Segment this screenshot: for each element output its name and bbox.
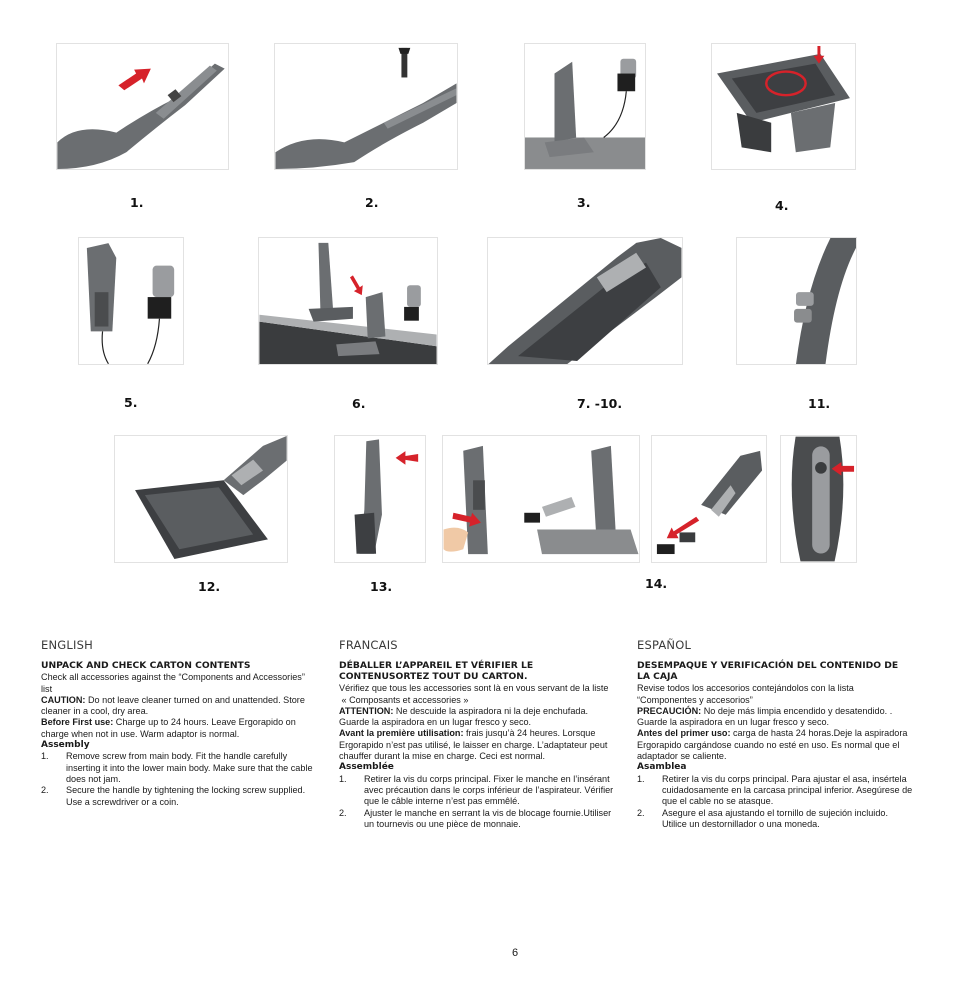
- caution-label: CAUTION:: [41, 694, 86, 705]
- step-label-2: 2.: [365, 195, 379, 210]
- figure-6: [258, 237, 438, 365]
- list-item: 1. Remove screw from main body. Fit the handle carefully inserting it into the lower main body. Make sure that the cable does not jam.: [41, 751, 313, 784]
- paragraph-first-use: [637, 728, 913, 762]
- caution-label: ATTENTION:: [339, 705, 394, 716]
- figure-7: [487, 237, 683, 365]
- placing-on-charger-illustration: [259, 238, 437, 364]
- release-button-illustration: [335, 436, 425, 562]
- red-arrow-icon: [350, 275, 363, 295]
- language-heading-espanol: ESPAÑOL: [637, 638, 692, 652]
- language-heading-english: ENGLISH: [41, 638, 93, 652]
- list-item: 2. Asegure el asa ajustando el tornillo de sujeción incluido. Utilice un destornillador o una moneda.: [637, 807, 888, 829]
- caution-text: Do not leave cleaner turned on and unattended. Store cleaner in a cool, dry area.: [41, 694, 305, 717]
- figure-5: [78, 237, 184, 365]
- section-heading: UNPACK AND CHECK CARTON CONTENTS: [41, 660, 251, 672]
- language-heading-francais: FRANCAIS: [339, 638, 398, 652]
- step-label-14: 14.: [645, 576, 668, 591]
- paragraph-caution: [637, 706, 913, 729]
- step-label-13: 13.: [370, 579, 393, 594]
- figure-14b: [651, 435, 767, 563]
- handle-buttons-illustration: [737, 238, 856, 364]
- charging-base-illustration: [525, 44, 645, 169]
- red-arrow-icon: [118, 69, 150, 91]
- figure-14c: [780, 435, 857, 563]
- figure-1: [56, 43, 229, 170]
- first-use-text: carga de hasta 24 horas.Deje la aspiradora Ergorapido cargándose cuando no esté en uso. Es normal que el adaptador se caliente.: [637, 728, 908, 762]
- figure-2: [274, 43, 458, 170]
- step-label-7-10: 7. -10.: [577, 396, 623, 411]
- first-use-text: Charge up to 24 hours. Leave Ergorapido on charge when not in use. Warm adaptor is normal.: [41, 717, 296, 739]
- list-item: 1. Retirer la vis du corps principal. Para ajustar el asa, insértela cuidadosamente en la carcasa principal inferior. Asegúrese de que el cable no se atasque.: [637, 773, 913, 807]
- brush-roll-illustration: [115, 436, 287, 562]
- step-label-4: 4.: [775, 198, 789, 213]
- figure-14a: [442, 435, 640, 563]
- figure-12: [114, 435, 288, 563]
- francais-column: [339, 640, 615, 830]
- wall-mount-illustration: [79, 238, 183, 364]
- list-item: 2. Ajuster le manche en serrant la vis de blocage fournie.Utiliser un tournevis ou une pièce de monnaie.: [339, 807, 612, 829]
- assembly-heading: Assemblée: [339, 762, 394, 773]
- paragraph-check: Vérifiez que tous les accessories sont là en vous servant de la liste « Composants et accessories »: [339, 683, 609, 705]
- screw-icon: [398, 48, 410, 78]
- section-heading: DÉBALLER L’APPAREIL ET VÉRIFIER LE CONTENUSORTEZ TOUT DU CARTON.: [339, 660, 534, 683]
- step-label-12: 12.: [198, 579, 221, 594]
- battery-removal-illustration: [443, 436, 639, 562]
- step-label-11: 11.: [808, 396, 831, 411]
- assembly-heading: Assembly: [41, 740, 90, 751]
- paragraph-first-use: [339, 728, 615, 762]
- espanol-column: [637, 640, 913, 830]
- paragraph-first-use: [41, 717, 317, 740]
- step-label-5: 5.: [124, 395, 138, 410]
- caution-text: Ne descuide la aspiradora ni la deje enchufada. Guarde la aspiradora en un lugar fresco y seco.: [339, 705, 589, 728]
- caution-text: No deje más limpia encendido y desatendido. . Guarde la aspiradora en un lugar fresco y seco.: [637, 705, 893, 728]
- figure-11: [736, 237, 857, 365]
- english-column: [41, 640, 317, 808]
- step-label-6: 6.: [352, 396, 366, 411]
- handheld-unit-illustration: [488, 238, 682, 364]
- filter-removal-illustration: [652, 436, 766, 562]
- figure-3: [524, 43, 646, 170]
- power-switch-illustration: [781, 436, 856, 562]
- list-item: 1. Retirer la vis du corps principal. Fixer le manche en l’insérant avec précaution dans le corps inférieur de l’aspirateur. Vérifier que le câble interne n’est pas emmêlé.: [339, 773, 614, 807]
- paragraph-check: Check all accessories against the “Components and Accessories” list: [41, 672, 305, 694]
- step-label-1: 1.: [130, 195, 144, 210]
- figure-13: [334, 435, 426, 563]
- list-item: 2. Secure the handle by tightening the locking screw supplied. Use a screwdriver or a coin.: [41, 785, 306, 807]
- page-number: 6: [512, 947, 519, 959]
- paragraph-caution: [339, 706, 615, 729]
- cable-routing-illustration: [712, 44, 855, 169]
- paragraph-check: Revise todos los accesorios contejándolos con la lista “Componentes y accesorios”: [637, 683, 854, 705]
- red-arrow-icon: [396, 451, 419, 465]
- section-heading: DESEMPAQUE Y VERIFICACIÓN DEL CONTENIDO DE LA CAJA: [637, 660, 899, 683]
- figure-4: [711, 43, 856, 170]
- locking-screw-illustration: [275, 44, 457, 169]
- first-use-label: Before First use:: [41, 717, 114, 728]
- first-use-label: Antes del primer uso:: [637, 728, 731, 739]
- handle-insert-illustration: [57, 44, 228, 169]
- caution-label: PRECAUCIÓN:: [637, 705, 702, 716]
- first-use-label: Avant la première utilisation:: [339, 728, 464, 739]
- step-label-3: 3.: [577, 195, 591, 210]
- paragraph-caution: [41, 695, 317, 718]
- assembly-heading: Asamblea: [637, 762, 687, 773]
- first-use-text: frais jusqu’à 24 heures. Lorsque Ergorapido n’est pas utilisé, le laisser en charge. L’adaptateur peut chauffer durant la mise en charge. Ceci est normal.: [339, 728, 608, 762]
